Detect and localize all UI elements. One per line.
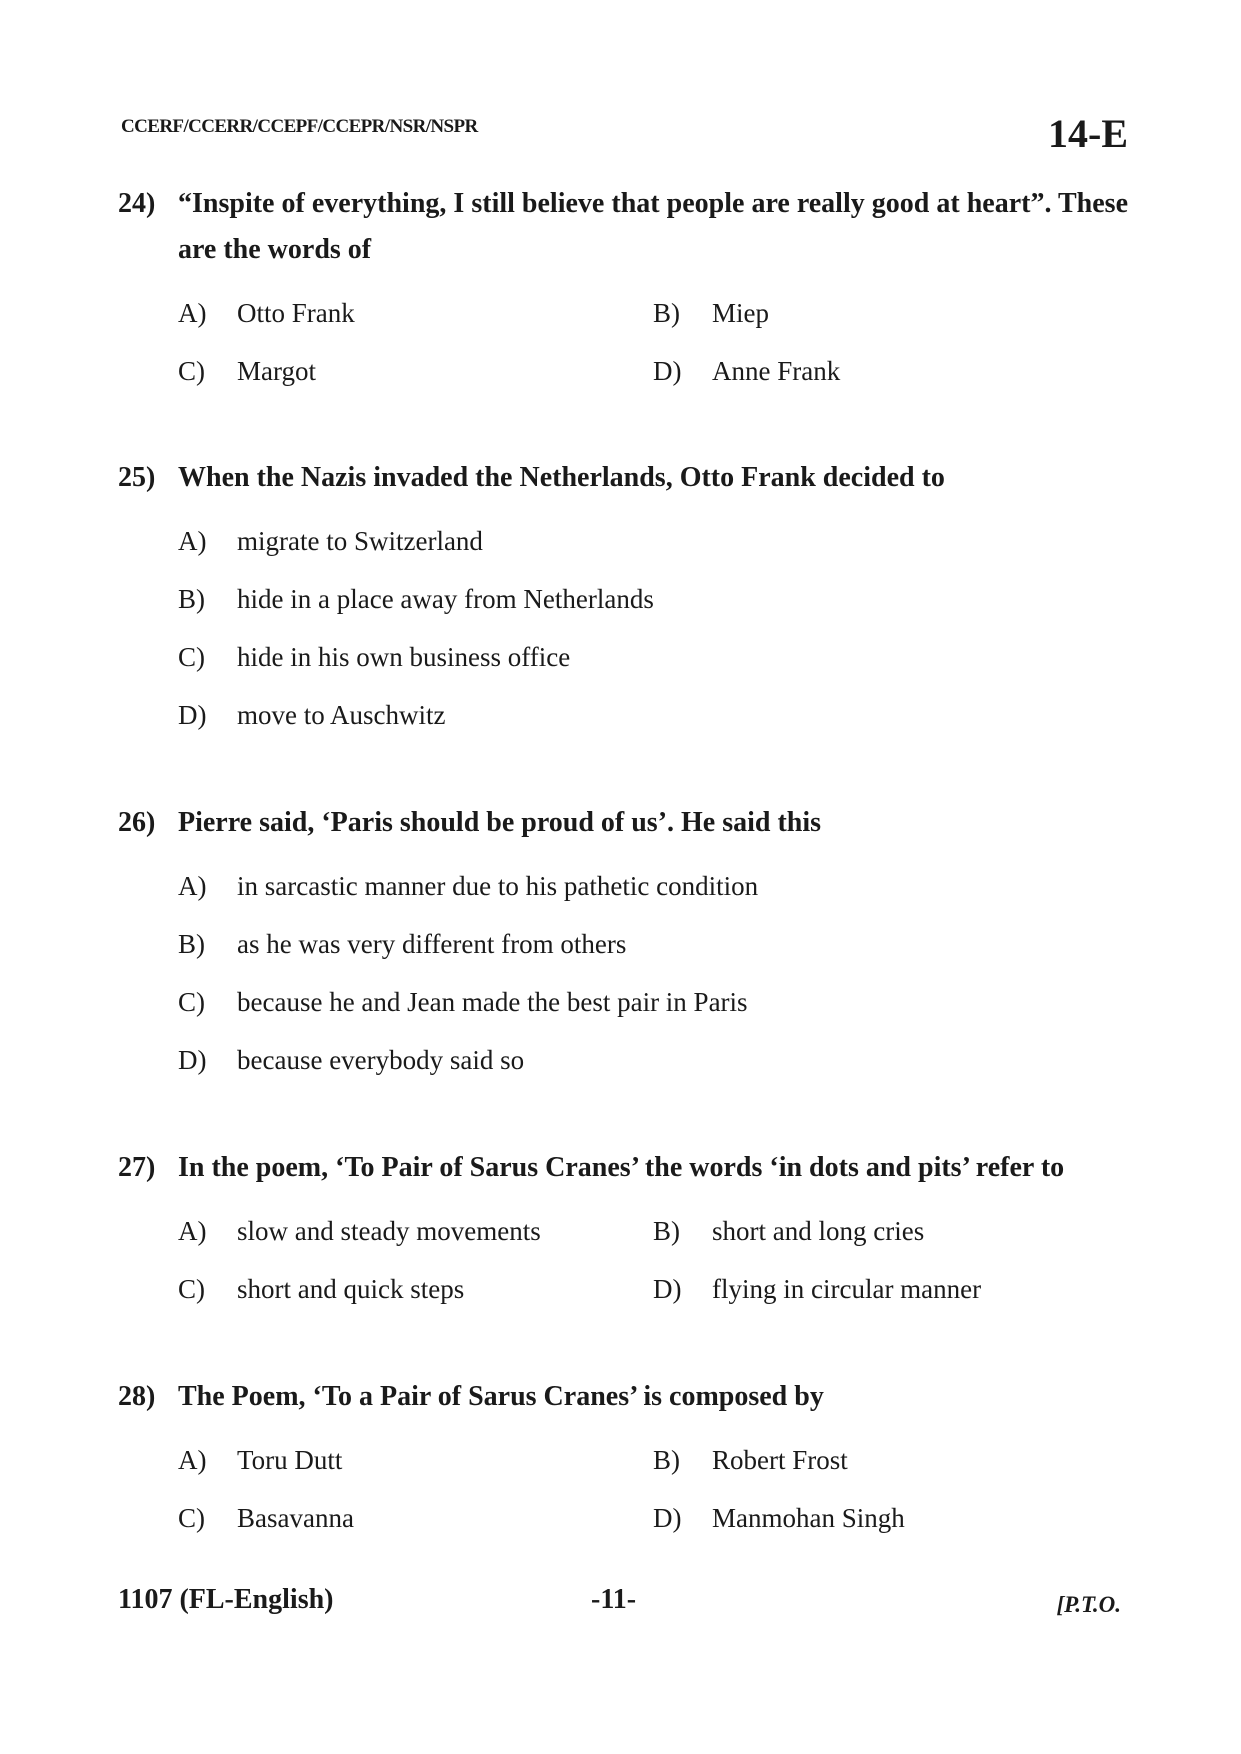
options	[178, 1202, 1128, 1318]
option-text: Margot	[237, 355, 316, 386]
option-c	[178, 987, 748, 1018]
option-letter: B)	[178, 928, 205, 959]
option-text: because he and Jean made the best pair in Paris	[237, 986, 748, 1017]
question-text: Pierre said, ‘Paris should be proud of us’. He said this	[178, 807, 822, 838]
option-text: short and long cries	[712, 1215, 925, 1246]
option-text: in sarcastic manner due to his pathetic condition	[237, 870, 759, 901]
question-text: The Poem, ‘To a Pair of Sarus Cranes’ is composed by	[178, 1381, 824, 1412]
question-number: 25)	[118, 462, 156, 493]
option-text: because everybody said so	[237, 1044, 525, 1075]
option-d	[178, 1045, 524, 1076]
options	[178, 284, 1128, 400]
question-number: 26)	[118, 807, 156, 838]
question-text: “Inspite of everything, I still believe that people are really good at heart”. These are the words of	[178, 188, 1128, 265]
option-text: Robert Frost	[712, 1444, 848, 1475]
option-a	[178, 298, 653, 329]
option-b	[178, 929, 626, 960]
option-letter: A)	[178, 297, 207, 328]
page-id: 14-E	[1048, 111, 1128, 156]
question-number: 28)	[118, 1381, 156, 1412]
question-number: 24)	[118, 188, 156, 219]
option-text: Otto Frank	[237, 297, 355, 328]
option-letter: C)	[178, 641, 205, 672]
option-c	[178, 642, 570, 673]
option-text: Manmohan Singh	[712, 1502, 905, 1533]
page-number: -11-	[591, 1584, 637, 1615]
option-d	[653, 1274, 1128, 1305]
option-text: migrate to Switzerland	[237, 525, 483, 556]
option-c	[178, 1503, 653, 1534]
option-text: flying in circular manner	[712, 1273, 982, 1304]
option-a	[178, 871, 758, 902]
question-text: When the Nazis invaded the Netherlands, Otto Frank decided to	[178, 462, 945, 493]
please-turn-over: [P.T.O.	[1056, 1592, 1121, 1617]
option-letter: B)	[178, 583, 205, 614]
option-letter: D)	[178, 1044, 207, 1075]
paper-name: 1107 (FL-English)	[118, 1584, 334, 1615]
option-b	[653, 298, 1128, 329]
option-d	[653, 356, 1128, 387]
option-letter: A)	[178, 870, 207, 901]
option-letter: A)	[178, 1215, 207, 1246]
option-text: move to Auschwitz	[237, 699, 446, 730]
option-text: short and quick steps	[237, 1273, 465, 1304]
option-letter: B)	[653, 1444, 680, 1475]
option-c	[178, 356, 653, 387]
question-28	[118, 1374, 1128, 1547]
option-a	[178, 1445, 653, 1476]
option-b	[178, 584, 654, 615]
option-letter: A)	[178, 1444, 207, 1475]
question-25	[118, 455, 1128, 744]
options	[178, 857, 1128, 1089]
option-text: as he was very different from others	[237, 928, 627, 959]
options	[178, 512, 1128, 744]
option-d	[653, 1503, 1128, 1534]
option-c	[178, 1274, 653, 1305]
option-letter: C)	[178, 986, 205, 1017]
option-text: Basavanna	[237, 1502, 354, 1533]
option-letter: C)	[178, 1502, 205, 1533]
paper-code: CCERF/CCERR/CCEPF/CCEPR/NSR/NSPR	[121, 116, 478, 137]
option-letter: D)	[653, 1273, 682, 1304]
option-letter: D)	[653, 355, 682, 386]
option-letter: D)	[653, 1502, 682, 1533]
option-letter: B)	[653, 1215, 680, 1246]
question-27	[118, 1145, 1128, 1318]
option-letter: D)	[178, 699, 207, 730]
option-text: Anne Frank	[712, 355, 841, 386]
option-letter: B)	[653, 297, 680, 328]
page-footer	[0, 1584, 1241, 1624]
question-24	[118, 181, 1128, 400]
option-b	[653, 1216, 1128, 1247]
option-a	[178, 526, 483, 557]
option-text: Toru Dutt	[237, 1444, 343, 1475]
option-letter: C)	[178, 1273, 205, 1304]
question-number: 27)	[118, 1152, 156, 1183]
option-a	[178, 1216, 653, 1247]
option-text: hide in his own business office	[237, 641, 571, 672]
option-b	[653, 1445, 1128, 1476]
option-d	[178, 700, 445, 731]
option-letter: C)	[178, 355, 205, 386]
option-text: Miep	[712, 297, 769, 328]
option-letter: A)	[178, 525, 207, 556]
option-text: hide in a place away from Netherlands	[237, 583, 654, 614]
options	[178, 1431, 1128, 1547]
question-text: In the poem, ‘To Pair of Sarus Cranes’ the words ‘in dots and pits’ refer to	[178, 1152, 1065, 1183]
question-26	[118, 800, 1128, 1089]
option-text: slow and steady movements	[237, 1215, 541, 1246]
